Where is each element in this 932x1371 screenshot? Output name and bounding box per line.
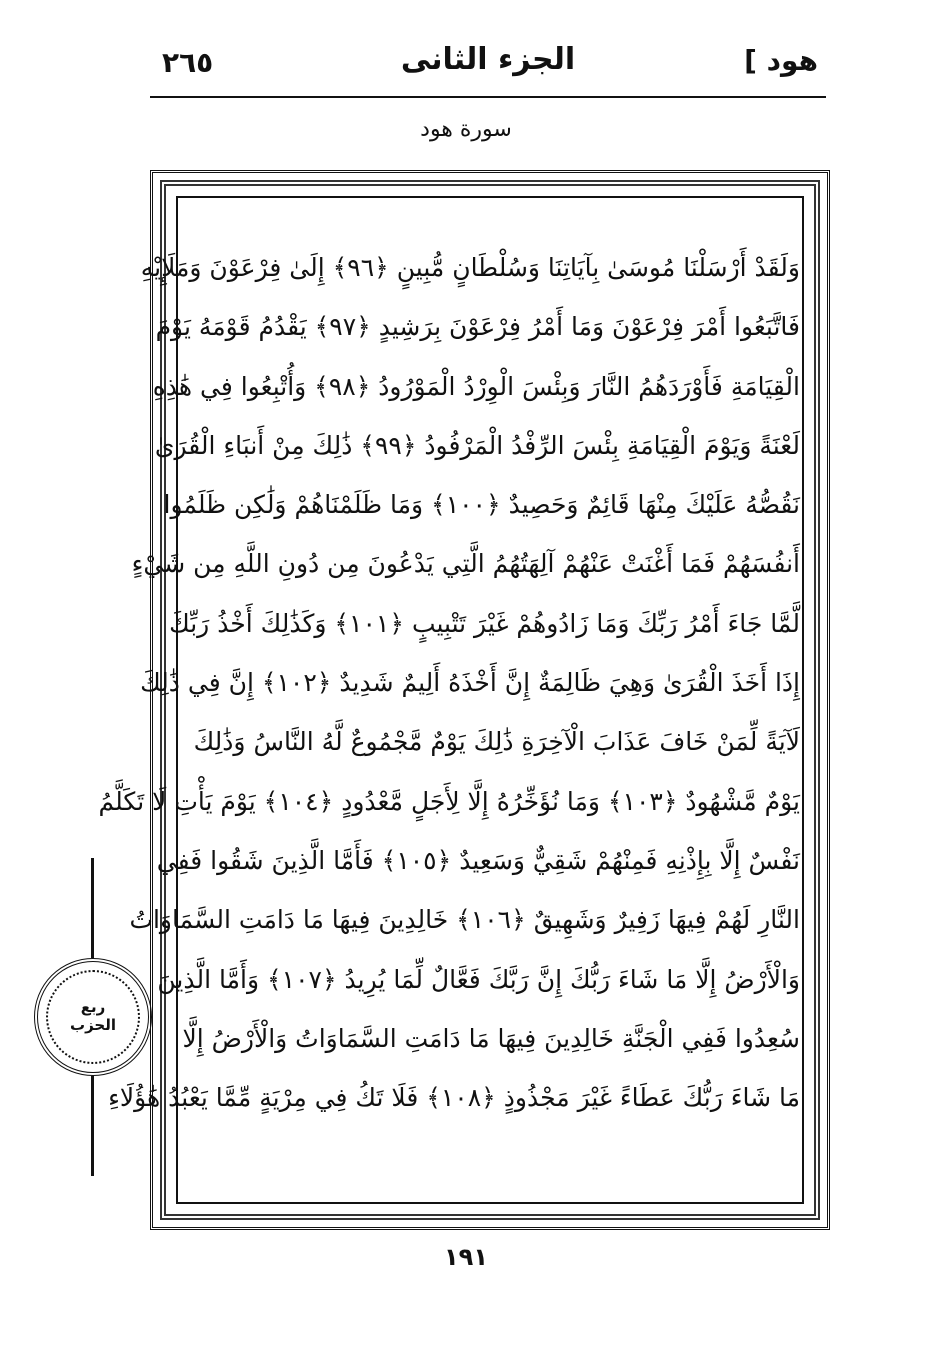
verse-line: النَّارِ لَهُمْ فِيهَا زَفِيرٌ وَشَهِيقٌ ﴿١٠٦﴾ خَالِدِينَ فِيهَا مَا دَامَتِ السَّمَاوَاتُ [129,905,800,935]
verse-line: فَاتَّبَعُوا أَمْرَ فِرْعَوْنَ وَمَا أَمْرُ فِرْعَوْنَ بِرَشِيدٍ ﴿٩٧﴾ يَقْدُمُ قَوْمَهُ يَوْمَ [155,312,800,342]
verse-text-block [98,238,800,1127]
verse-line: سُعِدُوا فَفِي الْجَنَّةِ خَالِدِينَ فِيهَا مَا دَامَتِ السَّمَاوَاتُ وَالْأَرْضُ إِلَّا [182,1023,800,1053]
verse-line: نَقُصُّهُ عَلَيْكَ مِنْهَا قَائِمٌ وَحَصِيدٌ ﴿١٠٠﴾ وَمَا ظَلَمْنَاهُمْ وَلَٰكِن ظَلَمُوا [163,490,800,520]
verse-line: وَلَقَدْ أَرْسَلْنَا مُوسَىٰ بِآيَاتِنَا وَسُلْطَانٍ مُّبِينٍ ﴿٩٦﴾ إِلَىٰ فِرْعَوْنَ وَمَلَإِيْهِ [140,253,800,282]
footer-sheet-number: ١٩١ [444,1243,488,1271]
verse-line: الْقِيَامَةِ فَأَوْرَدَهُمُ النَّارَ وَبِئْسَ الْوِرْدُ الْمَوْرُودُ ﴿٩٨﴾ وَأُتْبِعُوا فِي هَٰذِهِ [152,371,800,401]
page-number: ٢٦٥ [162,46,214,79]
verse-line: لَآيَةً لِّمَنْ خَافَ عَذَابَ الْآخِرَةِ ذَٰلِكَ يَوْمٌ مَّجْمُوعٌ لَّهُ النَّاسُ وَذَٰلِكَ [193,727,800,757]
marker-stem-top [91,858,94,958]
verse-line: لَعْنَةً وَيَوْمَ الْقِيَامَةِ بِئْسَ الرِّفْدُ الْمَرْفُودُ ﴿٩٩﴾ ذَٰلِكَ مِنْ أَنبَاءِ الْقُرَىٰ [154,430,800,460]
surah-subtitle: سورة هود [420,117,512,142]
verse-line: مَا شَاءَ رَبُّكَ عَطَاءً غَيْرَ مَجْذُوذٍ ﴿١٠٨﴾ فَلَا تَكُ فِي مِرْيَةٍ مِّمَّا يَعْبُدُ هَٰؤُلَاءِ [108,1083,800,1113]
marker-stem-bottom [91,1076,94,1176]
verse-line: أَنفُسَهُمْ فَمَا أَغْنَتْ عَنْهُمْ آلِهَتُهُمُ الَّتِي يَدْعُونَ مِن دُونِ اللَّهِ مِن شَيْءٍ [131,549,800,579]
hizb-label [34,998,152,1034]
page-header [150,38,826,98]
surah-header: هود ] [744,44,818,77]
header-rule [150,96,826,98]
hizb-label-line1: ربع [80,998,106,1016]
hizb-quarter-marker [34,958,152,1076]
verse-line: لَّمَّا جَاءَ أَمْرُ رَبِّكَ وَمَا زَادُوهُمْ غَيْرَ تَتْبِيبٍ ﴿١٠١﴾ وَكَذَٰلِكَ أَخْذُ رَبِّكَ [169,608,800,638]
verse-line: نَفْسٌ إِلَّا بِإِذْنِهِ فَمِنْهُمْ شَقِيٌّ وَسَعِيدٌ ﴿١٠٥﴾ فَأَمَّا الَّذِينَ شَقُوا فَفِي [156,845,800,875]
verse-line: إِذَا أَخَذَ الْقُرَىٰ وَهِيَ ظَالِمَةٌ إِنَّ أَخْذَهُ أَلِيمٌ شَدِيدٌ ﴿١٠٢﴾ إِنَّ فِي ذَٰلِكَ [140,668,800,698]
hizb-label-line2: الحزب [70,1016,116,1034]
verse-line: يَوْمٌ مَّشْهُودٌ ﴿١٠٣﴾ وَمَا نُؤَخِّرُهُ إِلَّا لِأَجَلٍ مَّعْدُودٍ ﴿١٠٤﴾ يَوْمَ يَأْتِ لَا تَكَلَّمُ [98,786,800,816]
verse-line: وَالْأَرْضُ إِلَّا مَا شَاءَ رَبُّكَ إِنَّ رَبَّكَ فَعَّالٌ لِّمَا يُرِيدُ ﴿١٠٧﴾ وَأَمَّا الَّذِينَ [157,964,800,994]
juz-title: الجزء الثانى [400,42,576,77]
